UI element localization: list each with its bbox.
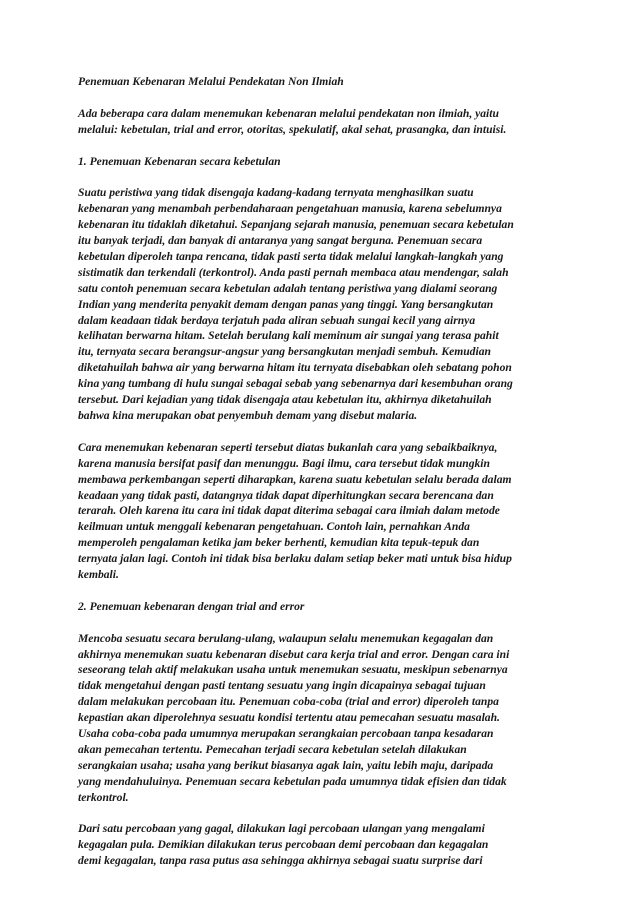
text-line: satu contoh penemuan secara kebetulan adalah tentang peristiwa yang dialami seorang xyxy=(78,281,498,295)
text-line: Ada beberapa cara dalam menemukan kebenaran melalui pendekatan non ilmiah, yaitu xyxy=(78,106,499,120)
text-line: karena manusia bersifat pasif dan menunggu. Bagi ilmu, cara tersebut tidak mungkin xyxy=(78,456,490,470)
text-line: Indian yang menderita penyakit demam dengan panas yang tinggi. Yang bersangkutan xyxy=(78,297,494,311)
text-line: kebetulan diperoleh tanpa rencana, tidak pasti serta tidak melalui langkah-langkah yang xyxy=(78,249,504,263)
text-line: Dari satu percobaan yang gagal, dilakukan lagi percobaan ulangan yang mengalami xyxy=(78,822,485,836)
text-line: kebenaran itu tidaklah diketahui. Sepanjang sejarah manusia, penemuan secara kebetulan xyxy=(78,218,514,232)
text-line: demi kegagalan, tanpa rasa putus asa sehingga akhirnya sebagai suatu surprise dari xyxy=(78,854,483,868)
text-line: tersebut. Dari kejadian yang tidak disengaja atau kebetulan itu, akhirnya diketahuilah xyxy=(78,393,492,407)
text-line: diketahuilah bahwa air yang berwarna hitam itu ternyata disebabkan oleh sebatang pohon xyxy=(78,361,512,375)
text-line: keilmuan untuk menggali kebenaran pengetahuan. Contoh lain, pernahkan Anda xyxy=(78,520,470,534)
text-line: serangkaian usaha; usaha yang berikut biasanya agak lain, yaitu lebih maju, daripada xyxy=(78,758,494,772)
text-line: sistimatik dan terkendali (terkontrol). Anda pasti pernah membaca atau mendengar, salah xyxy=(78,265,509,279)
text-line: 1. Penemuan Kebenaran secara kebetulan xyxy=(78,154,281,168)
text-line: dalam keadaan tidak berdaya terjatuh pada aliran sebuah sungai kecil yang airnya xyxy=(78,313,476,327)
text-line: terarah. Oleh karena itu cara ini tidak dapat diterima sebagai cara ilmiah dalam metode xyxy=(78,504,500,518)
text-line: Suatu peristiwa yang tidak disengaja kadang-kadang ternyata menghasilkan suatu xyxy=(78,186,474,200)
text-line: bahwa kina merupakan obat penyembuh demam yang disebut malaria. xyxy=(78,408,418,422)
text-line: seseorang telah aktif melakukan usaha untuk menemukan sesuatu, meskipun sebenarnya xyxy=(78,663,508,677)
text-line: kepastian akan diperolehnya sesuatu kondisi tertentu atau pemecahan sesuatu masalah. xyxy=(78,711,500,725)
section-heading xyxy=(78,154,562,170)
text-line: akhirnya menemukan suatu kebenaran disebut cara kerja trial and error. Dengan cara ini xyxy=(78,647,510,661)
text-line: 2. Penemuan kebenaran dengan trial and error xyxy=(78,599,305,613)
text-line: Mencoba sesuatu secara berulang-ulang, walaupun selalu menemukan kegagalan dan xyxy=(78,631,494,645)
text-line: kina yang tumbang di hulu sungai sebagai sebab yang sebenarnya dari kesembuhan orang xyxy=(78,377,513,391)
paragraph xyxy=(78,631,562,806)
text-line: terkontrol. xyxy=(78,790,129,804)
document-page xyxy=(78,74,562,885)
text-line: itu banyak terjadi, dan banyak di antaranya yang sangat berguna. Penemuan secara xyxy=(78,234,483,248)
text-line: kembali. xyxy=(78,568,119,582)
paragraph xyxy=(78,106,562,138)
paragraph xyxy=(78,185,562,424)
text-line: membawa perkembangan seperti diharapkan, karena suatu kebetulan selalu berada dalam xyxy=(78,472,512,486)
document-title xyxy=(78,74,562,90)
text-line: kegagalan pula. Demikian dilakukan terus percobaan demi percobaan dan kegagalan xyxy=(78,838,489,852)
text-line: yang mendahuluinya. Penemuan secara kebetulan pada umumnya tidak efisien dan tidak xyxy=(78,774,507,788)
text-line: Penemuan Kebenaran Melalui Pendekatan Non Ilmiah xyxy=(78,75,344,88)
section-heading xyxy=(78,599,562,615)
text-line: itu, ternyata secara berangsur-angsur yang bersangkutan menjadi sembuh. Kemudian xyxy=(78,345,491,359)
text-line: keadaan yang tidak pasti, datangnya tidak dapat diperhitungkan secara berencana dan xyxy=(78,488,494,502)
text-line: akan pemecahan tertentu. Pemecahan terjadi secara kebetulan setelah dilakukan xyxy=(78,742,467,756)
text-line: Usaha coba-coba pada umumnya merupakan serangkaian percobaan tanpa kesadaran xyxy=(78,727,494,741)
paragraph xyxy=(78,440,562,583)
text-line: kelihatan berwarna hitam. Setelah berulang kali meminum air sungai yang terasa pahit xyxy=(78,329,499,343)
text-line: memperoleh pengalaman ketika jam beker berhenti, kemudian kita tepuk-tepuk dan xyxy=(78,536,480,550)
text-line: Cara menemukan kebenaran seperti tersebut diatas bukanlah cara yang sebaikbaiknya, xyxy=(78,440,498,454)
text-line: ternyata jalan lagi. Contoh ini tidak bisa berlaku dalam setiap beker mati untuk bisa hidup xyxy=(78,552,512,566)
text-line: kebenaran yang menambah perbendaharaan pengetahuan manusia, karena sebelumnya xyxy=(78,202,502,216)
text-line: melalui: kebetulan, trial and error, otoritas, spekulatif, akal sehat, prasangka, dan intuisi. xyxy=(78,122,507,136)
paragraph xyxy=(78,821,562,869)
text-line: dalam melakukan percobaan itu. Penemuan coba-coba (trial and error) diperoleh tanpa xyxy=(78,695,499,709)
text-line: tidak mengetahui dengan pasti tentang sesuatu yang ingin dicapainya sebagai tujuan xyxy=(78,679,486,693)
